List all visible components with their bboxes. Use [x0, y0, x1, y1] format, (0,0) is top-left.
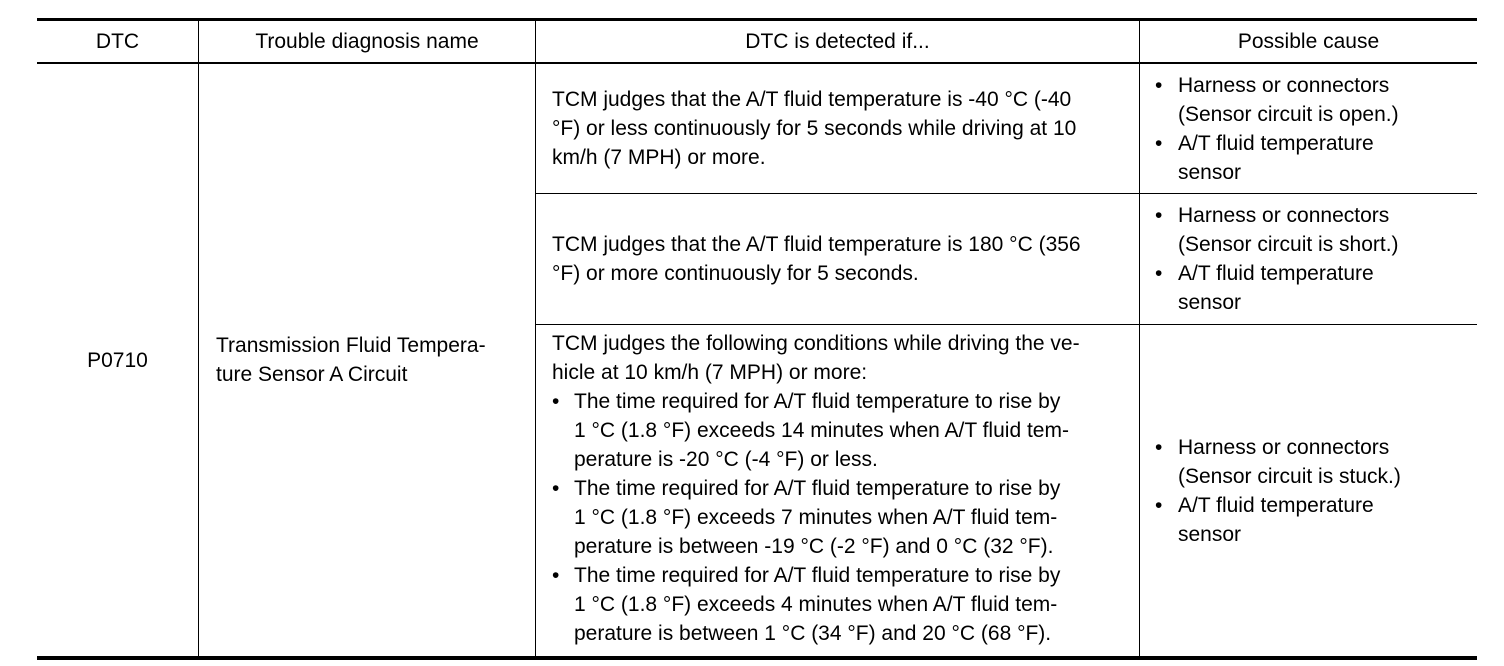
list-item [1140, 433, 1401, 491]
cause-cell-open [1140, 64, 1477, 193]
header-trouble-diagnosis-name: Trouble diagnosis name [255, 30, 479, 53]
list-item [1140, 201, 1399, 259]
condition-line: TCM judges that the A/T fluid temperature is -40 °C (-40 [552, 88, 1072, 111]
cause-line: Harness or connectors [1178, 204, 1390, 227]
list-item [1140, 259, 1399, 317]
list-item [1140, 491, 1401, 549]
bullet-icon: • [552, 390, 560, 413]
bullet-line: The time required for A/T fluid temperature to rise by [574, 390, 1061, 413]
condition-line: hicle at 10 km/h (7 MPH) or more: [552, 361, 868, 384]
cause-cell-stuck [1140, 325, 1477, 656]
cause-list [1140, 201, 1399, 317]
bullet-icon: • [1155, 131, 1163, 155]
condition-cell-open [536, 64, 1139, 193]
diagnosis-name-line: Transmission Fluid Tempera- [216, 334, 486, 357]
bullet-icon: • [1155, 73, 1163, 97]
condition-line: TCM judges that the A/T fluid temperature is 180 °C (356 [552, 233, 1081, 256]
bullet-line: 1 °C (1.8 °F) exceeds 4 minutes when A/T fluid tem- [574, 593, 1058, 616]
condition-line: °F) or less continuously for 5 seconds while driving at 10 [552, 117, 1077, 140]
dtc-code: P0710 [87, 348, 148, 372]
condition-cell-short [536, 194, 1139, 324]
header-dtc: DTC [95, 30, 140, 53]
list-item [1140, 71, 1399, 129]
condition-line: °F) or more continuously for 5 seconds. [552, 262, 919, 285]
cause-line: A/T fluid temperature [1178, 262, 1374, 285]
bullet-line: 1 °C (1.8 °F) exceeds 7 minutes when A/T fluid tem- [574, 506, 1058, 529]
bullet-icon: • [552, 477, 560, 500]
cause-line: (Sensor circuit is open.) [1178, 102, 1399, 126]
cause-line: (Sensor circuit is stuck.) [1178, 464, 1401, 488]
table-bottom-rule [37, 656, 1477, 660]
list-item [1140, 129, 1399, 187]
cause-line: sensor [1178, 522, 1242, 546]
bullet-line: perature is -20 °C (-4 °F) or less. [574, 448, 878, 471]
list-item [536, 561, 1139, 648]
cause-line: sensor [1178, 291, 1242, 314]
bullet-line: perature is between 1 °C (34 °F) and 20 °C (68 °F). [574, 622, 1052, 645]
condition-bullet-list [536, 387, 1139, 648]
diagnosis-name-line: ture Sensor A Circuit [216, 363, 408, 386]
bullet-icon: • [1155, 435, 1163, 459]
cause-list [1140, 71, 1399, 187]
header-dtc-detected-if: DTC is detected if... [745, 30, 930, 53]
cause-list [1140, 433, 1401, 549]
bullet-line: The time required for A/T fluid temperature to rise by [574, 564, 1061, 587]
condition-text [552, 85, 1076, 172]
condition-cell-stuck [536, 329, 1139, 655]
cause-cell-short [1140, 194, 1477, 324]
bullet-line: perature is between -19 °C (-2 °F) and 0 °C (32 °F). [574, 535, 1054, 558]
cause-line: (Sensor circuit is short.) [1178, 233, 1399, 256]
diagnosis-name-cell [199, 64, 535, 656]
bullet-icon: • [552, 564, 560, 587]
cause-line: Harness or connectors [1178, 73, 1390, 97]
bullet-icon: • [1155, 262, 1163, 285]
bullet-icon: • [1155, 204, 1163, 227]
bullet-line: The time required for A/T fluid temperature to rise by [574, 477, 1061, 500]
condition-line: km/h (7 MPH) or more. [552, 146, 766, 169]
condition-text [552, 230, 1081, 288]
bullet-line: 1 °C (1.8 °F) exceeds 14 minutes when A/T fluid tem- [574, 419, 1069, 442]
diagnosis-name [216, 331, 486, 389]
dtc-table [37, 18, 1477, 660]
condition-line: TCM judges the following conditions while driving the ve- [552, 332, 1080, 355]
dtc-code-cell [37, 64, 198, 656]
list-item [536, 474, 1139, 561]
cause-line: Harness or connectors [1178, 435, 1390, 459]
bullet-icon: • [1155, 493, 1163, 517]
cause-line: sensor [1178, 160, 1242, 184]
list-item [536, 387, 1139, 474]
header-possible-cause: Possible cause [1237, 30, 1380, 53]
cause-line: A/T fluid temperature [1178, 493, 1374, 517]
cause-line: A/T fluid temperature [1178, 131, 1374, 155]
